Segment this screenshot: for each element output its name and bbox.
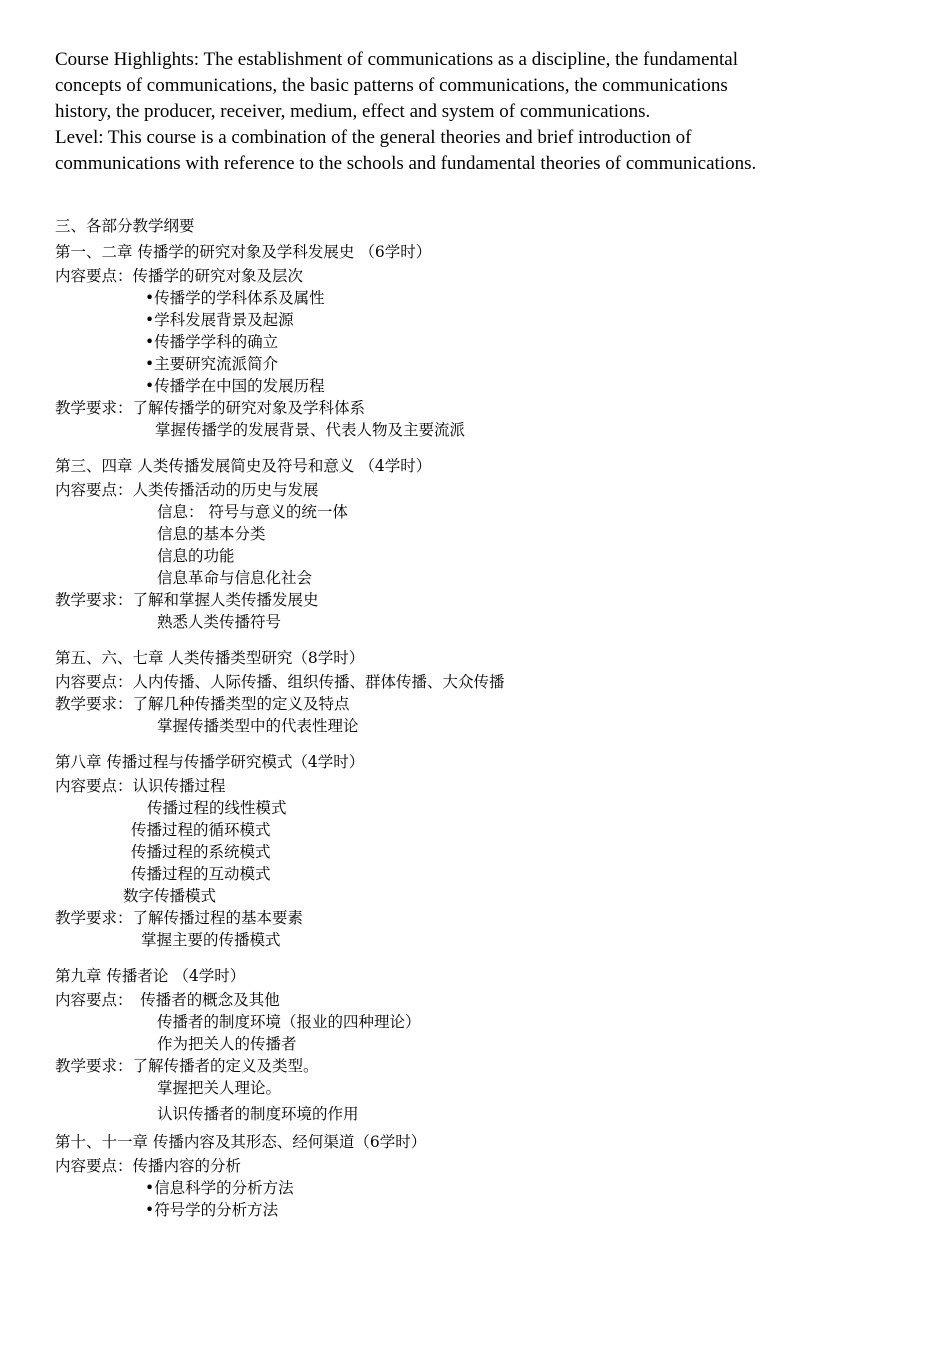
content-item: 传播过程的线性模式 — [147, 799, 287, 817]
teaching-outline — [55, 215, 915, 1221]
content-item: 传播者的制度环境（报业的四种理论） — [157, 1013, 421, 1031]
highlights-line: Course Highlights: The establishment of communications as a discipline, the fundamental — [55, 49, 738, 70]
content-line: 内容要点：认识传播过程 — [55, 777, 226, 795]
content-item: 数字传播模式 — [123, 887, 217, 905]
level-line: communications with reference to the schools and fundamental theories of communications. — [55, 153, 757, 174]
content-item: 传播过程的循环模式 — [131, 821, 271, 839]
requirement-line: 掌握传播学的发展背景、代表人物及主要流派 — [155, 421, 466, 439]
course-intro — [55, 47, 915, 177]
chapter-title: 第五、六、七章 人类传播类型研究（8学时） — [55, 649, 365, 667]
content-line: 内容要点：人类传播活动的历史与发展 — [55, 481, 319, 499]
highlights-line: concepts of communications, the basic patterns of communications, the communications — [55, 75, 728, 96]
bullet-item: •学科发展背景及起源 — [145, 311, 294, 329]
bullet-item: •传播学学科的确立 — [145, 333, 279, 351]
requirement-line: 认识传播者的制度环境的作用 — [157, 1105, 359, 1123]
bullet-item: •主要研究流派简介 — [145, 355, 279, 373]
requirement-line: 教学要求：了解传播过程的基本要素 — [55, 909, 304, 927]
chapter-title: 第九章 传播者论 （4学时） — [55, 967, 246, 985]
content-line: 内容要点：传播学的研究对象及层次 — [55, 267, 304, 285]
requirement-line: 掌握主要的传播模式 — [141, 931, 281, 949]
content-item: 作为把关人的传播者 — [157, 1035, 297, 1053]
requirement-line: 教学要求：了解传播学的研究对象及学科体系 — [55, 399, 366, 417]
chapter-section — [55, 241, 915, 441]
chapter-section — [55, 965, 915, 1125]
chapter-title: 第一、二章 传播学的研究对象及学科发展史 （6学时） — [55, 243, 432, 261]
requirement-line: 教学要求：了解几种传播类型的定义及特点 — [55, 695, 350, 713]
requirement-line: 掌握传播类型中的代表性理论 — [157, 717, 359, 735]
bullet-item: •信息科学的分析方法 — [145, 1179, 294, 1197]
outline-heading: 三、各部分教学纲要 — [55, 217, 195, 235]
chapter-title: 第三、四章 人类传播发展简史及符号和意义 （4学时） — [55, 457, 432, 475]
content-line: 内容要点： 传播者的概念及其他 — [55, 991, 280, 1009]
content-item: 信息的功能 — [157, 547, 235, 565]
bullet-item: •传播学的学科体系及属性 — [145, 289, 325, 307]
highlights-line: history, the producer, receiver, medium, effect and system of communications. — [55, 101, 651, 122]
bullet-item: •传播学在中国的发展历程 — [145, 377, 325, 395]
content-item: 传播过程的系统模式 — [131, 843, 271, 861]
chapter-section — [55, 455, 915, 633]
chapter-section — [55, 751, 915, 951]
requirement-line: 教学要求：了解传播者的定义及类型。 — [55, 1057, 319, 1075]
content-item: 传播过程的互动模式 — [131, 865, 271, 883]
content-line: 内容要点：传播内容的分析 — [55, 1157, 242, 1175]
chapter-title: 第十、十一章 传播内容及其形态、经何渠道（6学时） — [55, 1133, 427, 1151]
content-line: 内容要点：人内传播、人际传播、组织传播、群体传播、大众传播 — [55, 673, 505, 691]
requirement-line: 掌握把关人理论。 — [157, 1079, 282, 1097]
bullet-item: •符号学的分析方法 — [145, 1201, 279, 1219]
requirement-line: 教学要求：了解和掌握人类传播发展史 — [55, 591, 319, 609]
content-item: 信息革命与信息化社会 — [157, 569, 313, 587]
content-item: 信息： 符号与意义的统一体 — [157, 503, 348, 521]
chapter-section — [55, 1131, 915, 1221]
chapter-title: 第八章 传播过程与传播学研究模式（4学时） — [55, 753, 365, 771]
level-line: Level: This course is a combination of the general theories and brief introduction of — [55, 127, 692, 148]
content-item: 信息的基本分类 — [157, 525, 266, 543]
requirement-line: 熟悉人类传播符号 — [157, 613, 282, 631]
chapter-section — [55, 647, 915, 737]
